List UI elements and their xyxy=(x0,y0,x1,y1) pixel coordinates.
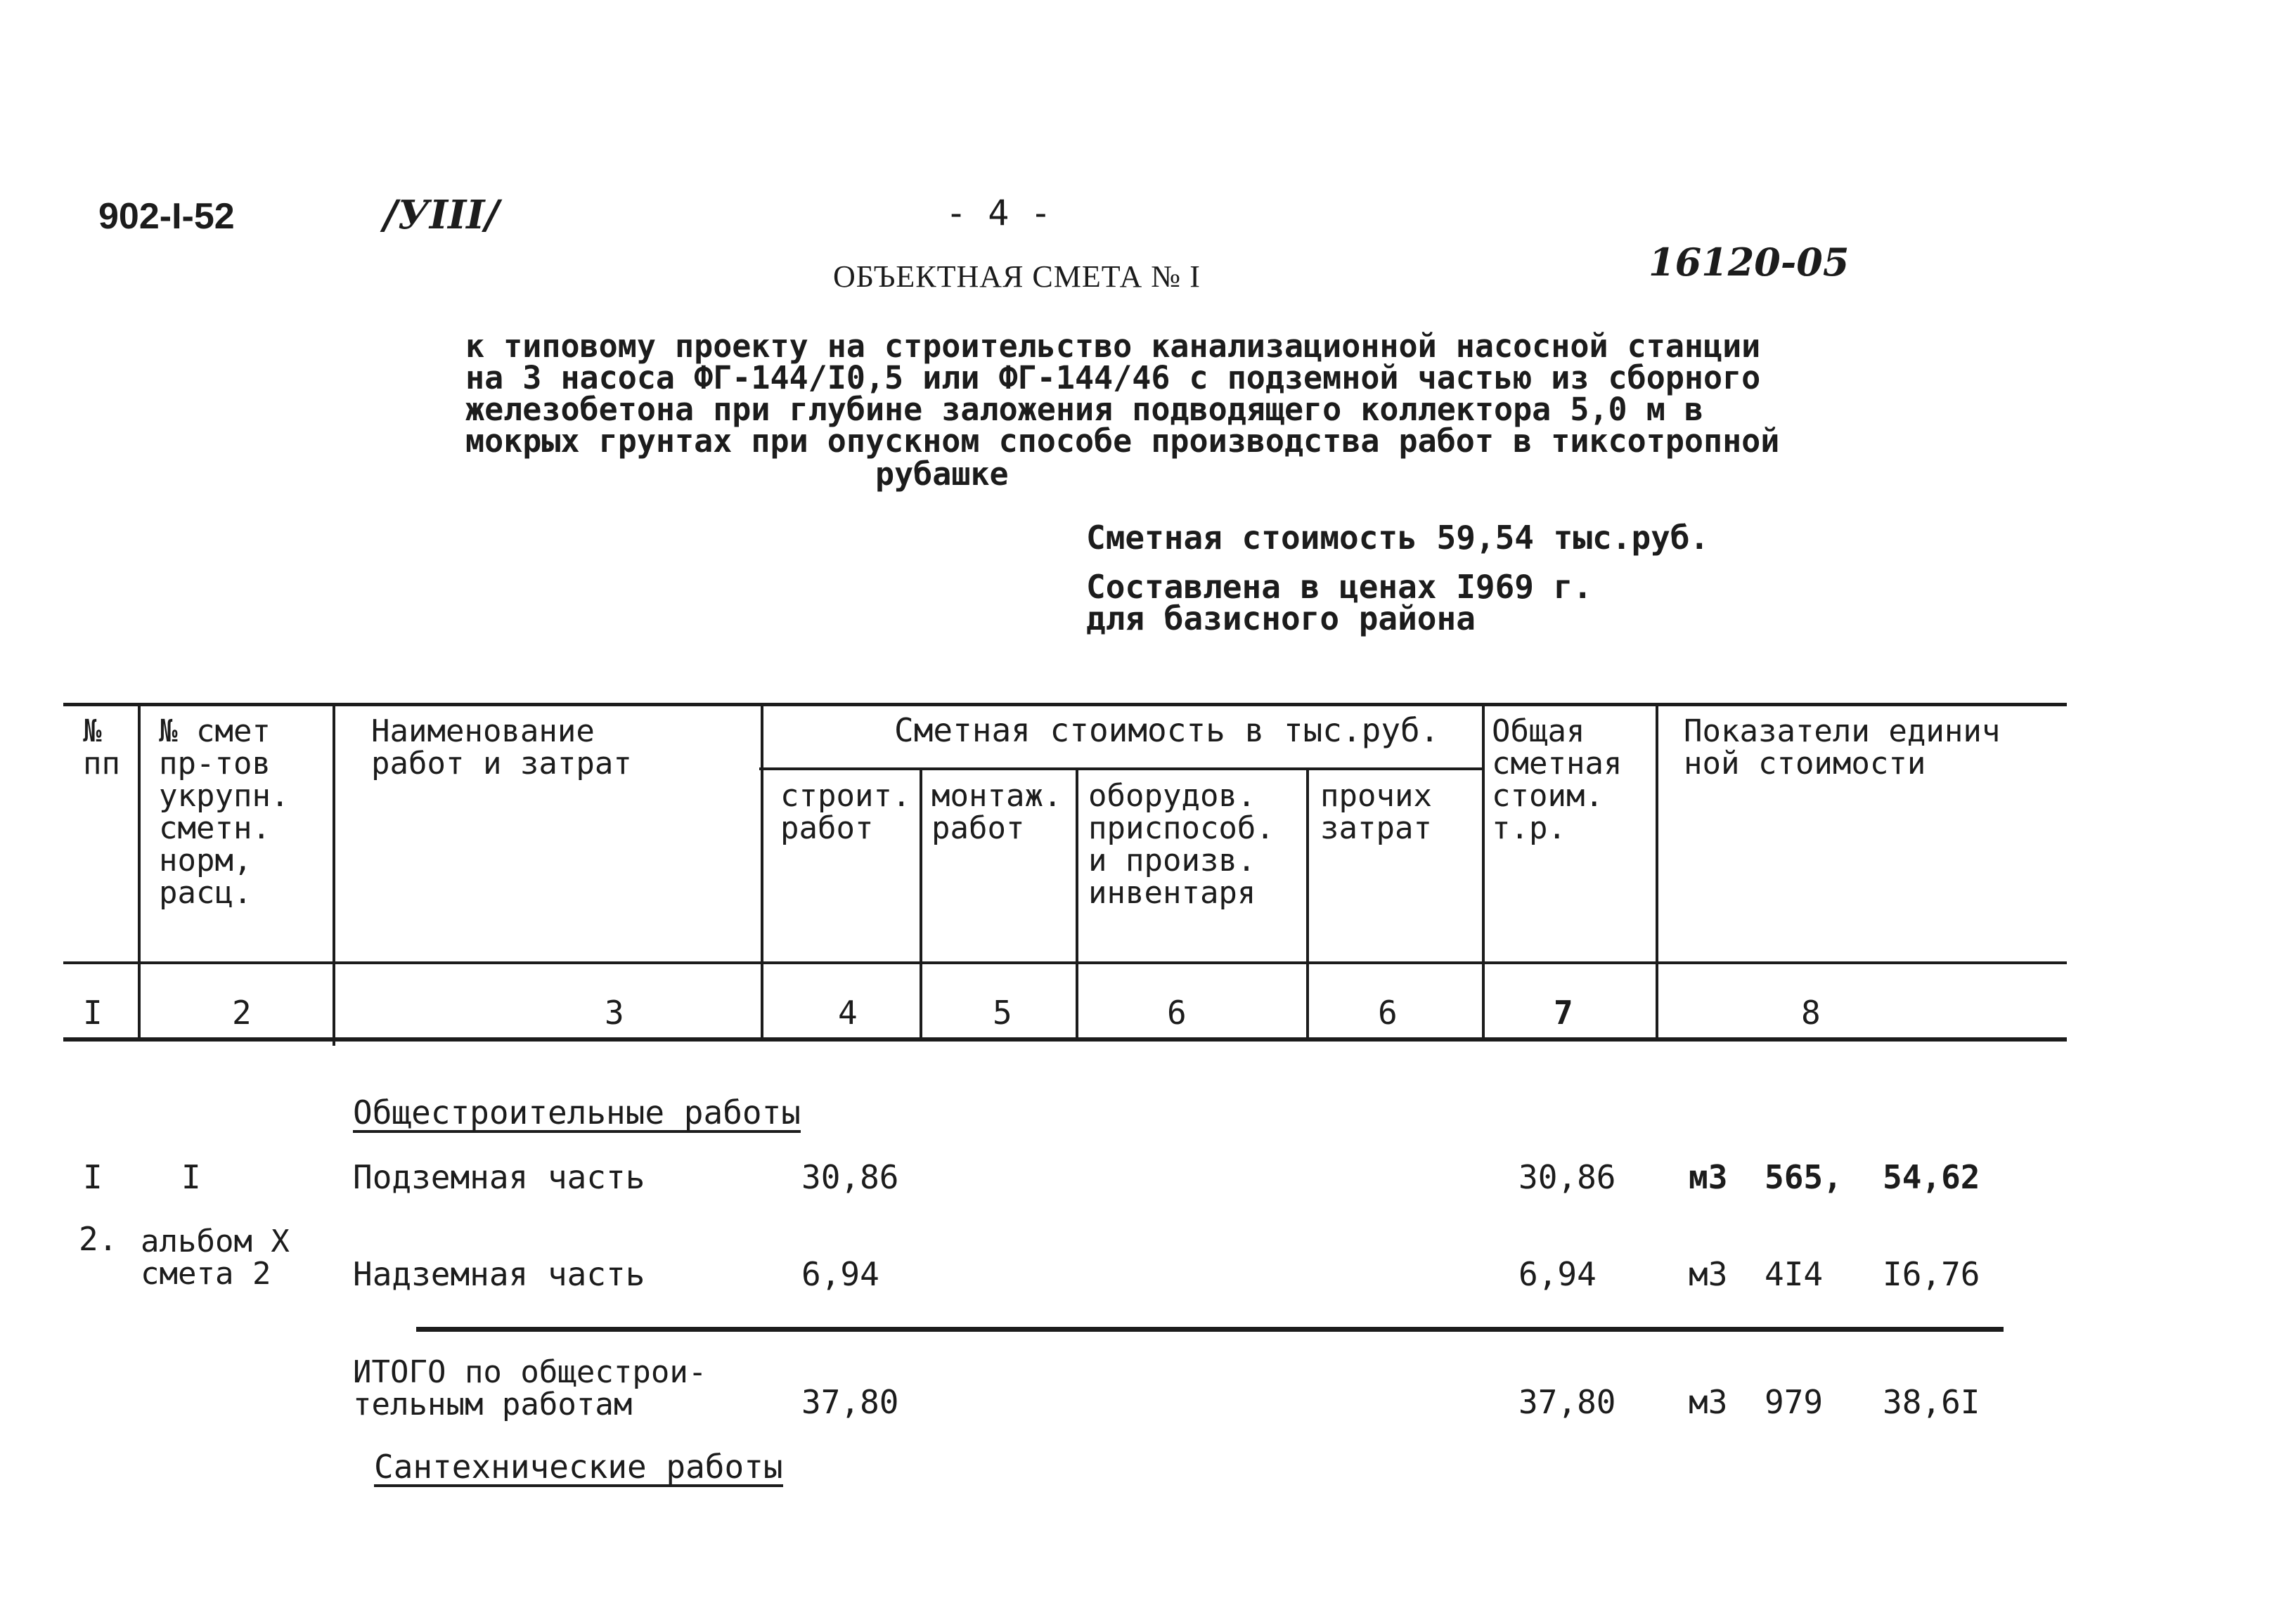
row-1-number: I xyxy=(83,1158,103,1196)
col-header-indicators: Показатели единич ной стоимости xyxy=(1684,713,2001,781)
col-rule-4 xyxy=(920,767,922,1042)
col-rule-3 xyxy=(761,703,763,1042)
group-divider-rule xyxy=(759,767,1485,770)
total-quantity: 979 xyxy=(1765,1383,1824,1421)
subtitle-line-3: железобетона при глубине заложения подводящего коллектора 5,0 м в xyxy=(465,391,1703,428)
col-header-group: Сметная стоимость в тыс.руб. xyxy=(894,711,1440,749)
row-2-total: 6,94 xyxy=(1518,1255,1597,1293)
col-number-6b: 6 xyxy=(1378,994,1398,1032)
header-bottom-rule xyxy=(63,961,2067,964)
col-header-other: прочих затрат xyxy=(1320,778,1432,846)
row-1-construction: 30,86 xyxy=(801,1158,899,1196)
subtitle-line-2: на 3 насоса ФГ-144/I0,5 или ФГ-144/46 с подземной частью из сборного xyxy=(465,359,1761,396)
total-total: 37,80 xyxy=(1518,1383,1616,1421)
subtotal-rule xyxy=(416,1327,2004,1332)
col-rule-1 xyxy=(138,703,141,1042)
col-number-4: 4 xyxy=(838,994,858,1032)
total-name: ИТОГО по общестрои- тельным работам xyxy=(353,1354,707,1422)
col-rule-2 xyxy=(333,703,335,1046)
row-1-unit: м3 xyxy=(1689,1158,1728,1196)
page-number: - 4 - xyxy=(946,193,1052,233)
total-unit: м3 xyxy=(1689,1383,1728,1421)
subtitle-line-4: мокрых грунтах при опускном способе производства работ в тиксотропной xyxy=(465,422,1780,460)
document-code: 902-I-52 xyxy=(98,196,235,237)
row-2-construction: 6,94 xyxy=(801,1255,879,1293)
row-1-quantity: 565, xyxy=(1765,1158,1843,1196)
row-1-unit-cost: 54,62 xyxy=(1883,1158,1980,1196)
col-header-total: Общая сметная стоим. т.р. xyxy=(1492,713,1623,846)
subtitle-line-1: к типовому проекту на строительство канализационной насосной станции xyxy=(465,327,1761,365)
col-rule-8 xyxy=(1656,703,1658,1042)
col-rule-7 xyxy=(1482,703,1485,1042)
album-mark: /УIII/ xyxy=(383,192,499,238)
numbers-bottom-rule xyxy=(63,1037,2067,1042)
total-construction: 37,80 xyxy=(801,1383,899,1421)
col-number-5: 5 xyxy=(993,994,1012,1032)
col-number-8: 8 xyxy=(1801,994,1821,1032)
col-rule-5 xyxy=(1076,767,1078,1042)
col-number-1: I xyxy=(83,994,103,1032)
col-header-equipment: оборудов. приспособ. и произв. инвентаря xyxy=(1088,778,1275,911)
col-header-reference: № смет пр-тов укрупн. сметн. норм, расц. xyxy=(159,713,290,911)
row-1-total: 30,86 xyxy=(1518,1158,1616,1196)
col-header-construction: строит. работ xyxy=(780,778,911,846)
col-number-6: 6 xyxy=(1167,994,1187,1032)
estimated-cost: Сметная стоимость 59,54 тыс.руб. xyxy=(1086,519,1710,557)
section-general-construction: Общестроительные работы xyxy=(353,1094,801,1131)
row-2-unit: м3 xyxy=(1689,1255,1728,1293)
row-2-name: Надземная часть xyxy=(353,1255,645,1293)
col-number-3: 3 xyxy=(605,994,624,1032)
col-number-7: 7 xyxy=(1554,994,1573,1032)
subtitle-line-5: рубашке xyxy=(875,455,1009,493)
col-number-2: 2 xyxy=(232,994,252,1032)
prices-line-2: для базисного района xyxy=(1086,599,1476,637)
row-2-quantity: 4I4 xyxy=(1765,1255,1824,1293)
row-1-reference: I xyxy=(181,1158,201,1196)
row-2-unit-cost: I6,76 xyxy=(1883,1255,1980,1293)
archive-number: 16120-05 xyxy=(1649,240,1850,285)
row-2-reference: альбом X смета 2 xyxy=(141,1224,290,1292)
col-header-number: № пп xyxy=(83,713,120,781)
prices-line-1: Составлена в ценах I969 г. xyxy=(1086,568,1593,606)
table-top-rule xyxy=(63,703,2067,706)
document-title: ОБЪЕКТНАЯ СМЕТА № I xyxy=(833,259,1201,294)
section-plumbing: Сантехнические работы xyxy=(374,1448,783,1486)
col-header-name: Наименование работ и затрат xyxy=(371,713,632,781)
total-unit-cost: 38,6I xyxy=(1883,1383,1980,1421)
col-rule-6 xyxy=(1306,767,1309,1042)
col-header-installation: монтаж. работ xyxy=(931,778,1062,846)
row-2-number: 2. xyxy=(79,1220,118,1258)
row-1-name: Подземная часть xyxy=(353,1158,645,1196)
